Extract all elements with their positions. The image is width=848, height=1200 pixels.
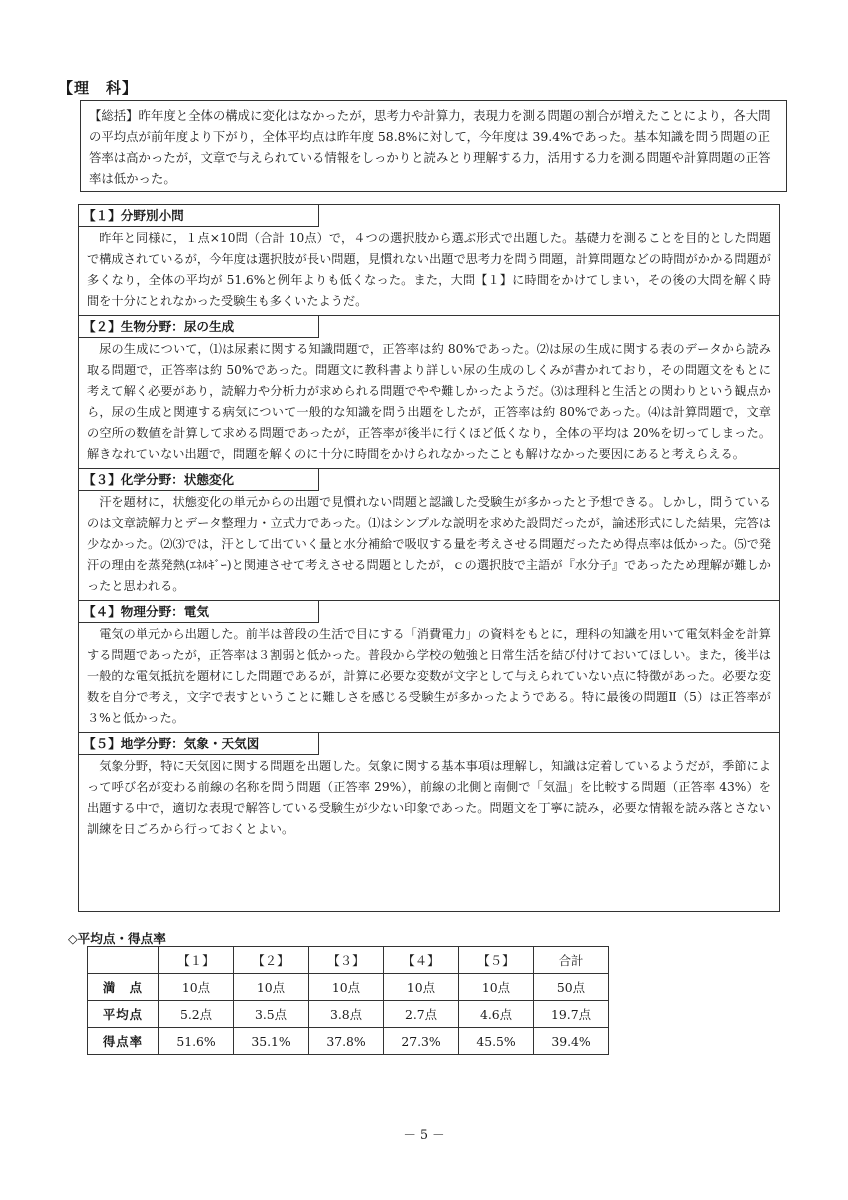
subject-analysis-box — [78, 204, 780, 912]
table-cell: 10点 — [159, 974, 234, 1001]
table-cell: 19.7点 — [534, 1001, 609, 1028]
table-cell: 5.2点 — [159, 1001, 234, 1028]
part-body: 気象分野，特に天気図に関する問題を出題した。気象に関する基本事項は理解し，知識は定着しているようだが，季節によって呼び名が変わる前線の名称を問う問題（正答率 29%），前線の北側と南側で「気温」を比較する問題（正答率 43%）を出題する中で，適切な表現で解答している受験生が少ない印象であった。問題文を丁寧に読み，必要な情報を読み落とさない訓練を日ごろから行っておくとよい。 — [87, 759, 771, 836]
part-2 — [79, 316, 779, 469]
table-cell: 4.6点 — [459, 1001, 534, 1028]
table-cell: 51.6% — [159, 1028, 234, 1055]
table-cell: 2.7点 — [384, 1001, 459, 1028]
column-header: 【４】 — [384, 947, 459, 974]
part-heading: 【４】物理分野：電気 — [79, 601, 319, 623]
table-cell: 39.4% — [534, 1028, 609, 1055]
column-header: 【２】 — [234, 947, 309, 974]
column-header: 【３】 — [309, 947, 384, 974]
table-row — [88, 1001, 609, 1028]
row-header: 満 点 — [88, 974, 159, 1001]
table-cell: 10点 — [234, 974, 309, 1001]
part-heading: 【３】化学分野：状態変化 — [79, 469, 319, 491]
part-body: 電気の単元から出題した。前半は普段の生活で目にする「消費電力」の資料をもとに，理科の知識を用いて電気料金を計算する問題であったが，正答率は３割弱と低かった。普段から学校の勉強と日常生活を結び付けておいてほしい。また，後半は一般的な電気抵抗を題材にした問題であるが，計算に必要な変数が文字として与えられていない点に特徴があった。必要な変数を自分で考え，文字で表すということに難しさを感じる受験生が多かったようである。特に最後の問題Ⅱ（5）は正答率が３%と低かった。 — [87, 627, 771, 725]
table-cell: 10点 — [309, 974, 384, 1001]
part-1 — [79, 205, 779, 316]
part-heading: 【１】分野別小問 — [79, 205, 319, 227]
table-cell: 37.8% — [309, 1028, 384, 1055]
part-body: 昨年と同様に，１点×10問（合計 10点）で，４つの選択肢から選ぶ形式で出題した。基礎力を測ることを目的とした問題で構成されているが，今年度は選択肢が長い問題，見慣れない出題で思考力を問う問題，計算問題などの時間がかかる問題が多くなり，全体の平均が 51.6%と例年よりも低くなった。また，大問【１】に時間をかけてしまい，その後の大問を解く時間を十分にとれなかった受験生も多くいたようだ。 — [87, 231, 771, 308]
table-corner-cell — [88, 947, 159, 974]
part-3 — [79, 469, 779, 601]
column-header: 合計 — [534, 947, 609, 974]
part-5 — [79, 733, 779, 843]
part-heading: 【２】生物分野：尿の生成 — [79, 316, 319, 338]
table-cell: 3.8点 — [309, 1001, 384, 1028]
column-header: 【１】 — [159, 947, 234, 974]
part-body: 汗を題材に，状態変化の単元からの出題で見慣れない問題と認識した受験生が多かったと予想できる。しかし，問うているのは文章読解力とデータ整理力・立式力であった。⑴はシンプルな説明を求めた設問だったが，論述形式にした結果，完答は少なかった。⑵⑶では，汗として出ていく量と水分補給で吸収する量を考えさせる問題だったため得点率は低かった。⑸で発汗の理由を蒸発熱(ｴﾈﾙｷﾞｰ)と関連させて考えさせる問題としたが，ｃの選択肢で主語が『水分子』であったため理解が難しかったと思われる。 — [87, 495, 771, 593]
score-table — [87, 946, 609, 1055]
row-header: 平均点 — [88, 1001, 159, 1028]
summary-box: 【総括】昨年度と全体の構成に変化はなかったが，思考力や計算力，表現力を測る問題の割合が増えたことにより，各大問の平均点が前年度より下がり，全体平均点は昨年度 58.8%に対して，今年度は 39.4%であった。基本知識を問う問題の正答率は高かったが，文章で与えられている情報をしっかりと読みとり理解する力，活用する力を測る問題や計算問題の正答率は低かった。 — [80, 100, 787, 192]
table-title: ◇平均点・得点率 — [68, 931, 166, 946]
table-header-row — [88, 947, 609, 974]
page-number: － 5 － — [403, 1127, 445, 1142]
section-title: 【理 科】 — [58, 79, 139, 97]
table-cell: 10点 — [384, 974, 459, 1001]
table-cell: 35.1% — [234, 1028, 309, 1055]
table-cell: 50点 — [534, 974, 609, 1001]
table-cell: 3.5点 — [234, 1001, 309, 1028]
row-header: 得点率 — [88, 1028, 159, 1055]
part-4 — [79, 601, 779, 733]
part-body: 尿の生成について，⑴は尿素に関する知識問題で，正答率は約 80%であった。⑵は尿の生成に関する表のデータから読み取る問題で，正答率は約 50%であった。問題文に教科書より詳しい尿の生成のしくみが書かれており，その問題文をもとに考えて解く必要があり，読解力や分析力が求められる問題でやや難しかったようだ。⑶は理科と生活との関わりという観点から，尿の生成と関連する病気について一般的な知識を問う出題をしたが，正答率は約 80%であった。⑷は計算問題で，文章の空所の数値を計算して求める問題であったが，正答率が後半に行くほど低くなり，全体の平均は 20%を切ってしまった。解きなれていない出題で，問題を解くのに十分に時間をかけられなかったことも解けなかった要因にあると考えらえる。 — [87, 342, 771, 461]
part-heading: 【５】地学分野：気象・天気図 — [79, 733, 319, 755]
table-cell: 27.3% — [384, 1028, 459, 1055]
table-cell: 45.5% — [459, 1028, 534, 1055]
table-cell: 10点 — [459, 974, 534, 1001]
table-row — [88, 1028, 609, 1055]
column-header: 【５】 — [459, 947, 534, 974]
table-row — [88, 974, 609, 1001]
